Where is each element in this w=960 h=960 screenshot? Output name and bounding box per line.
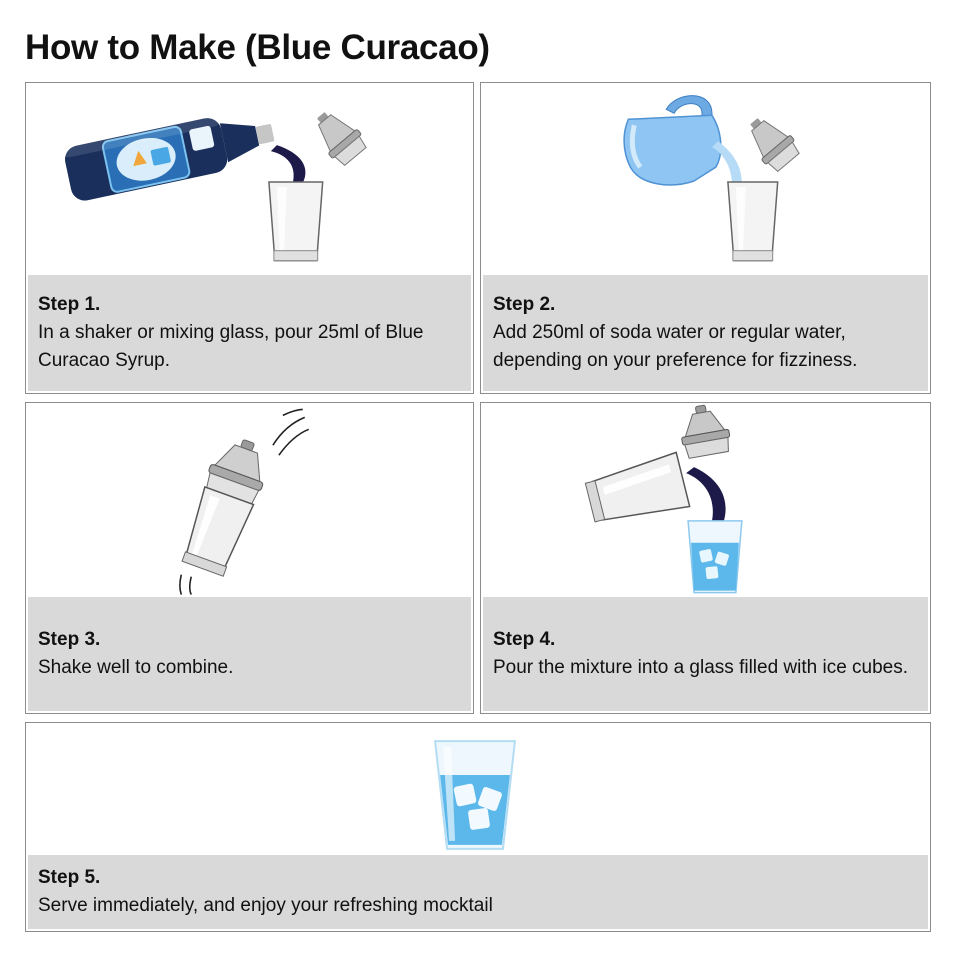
shaker-pouring-ice-glass-icon xyxy=(481,403,930,597)
step-4-label: Step 4. xyxy=(493,629,556,650)
step-card-3 xyxy=(25,402,474,714)
step-card-5 xyxy=(25,722,931,932)
page-title: How to Make (Blue Curacao) xyxy=(25,28,490,67)
step-3-label: Step 3. xyxy=(38,629,101,650)
step-2-label: Step 2. xyxy=(493,294,556,315)
step-4-text: Pour the mixture into a glass filled with ice cubes. xyxy=(493,657,909,678)
step-card-1 xyxy=(25,82,474,394)
step-1-illustration xyxy=(26,83,473,276)
syrup-bottle-pouring-icon xyxy=(26,83,473,276)
step-5-label: Step 5. xyxy=(38,867,101,888)
step-4-illustration xyxy=(481,403,930,597)
step-2-text: Add 250ml of soda water or regular water, depending on your preference for fizziness. xyxy=(493,322,858,371)
step-5-illustration xyxy=(26,723,930,853)
step-4-caption xyxy=(483,597,928,711)
step-card-4 xyxy=(480,402,931,714)
step-3-caption xyxy=(28,597,471,711)
step-1-text: In a shaker or mixing glass, pour 25ml of Blue Curacao Syrup. xyxy=(38,322,424,371)
step-1-caption xyxy=(28,275,471,391)
step-3-text: Shake well to combine. xyxy=(38,657,234,678)
cocktail-shaker-icon xyxy=(26,403,473,597)
step-5-caption xyxy=(28,855,928,929)
step-card-2 xyxy=(480,82,931,394)
step-5-text: Serve immediately, and enjoy your refreshing mocktail xyxy=(38,895,493,916)
step-3-illustration xyxy=(26,403,473,597)
blue-drink-with-ice-icon xyxy=(26,723,930,853)
step-2-illustration xyxy=(481,83,930,276)
step-1-label: Step 1. xyxy=(38,294,101,315)
water-jug-pouring-icon xyxy=(481,83,930,276)
step-2-caption xyxy=(483,275,928,391)
